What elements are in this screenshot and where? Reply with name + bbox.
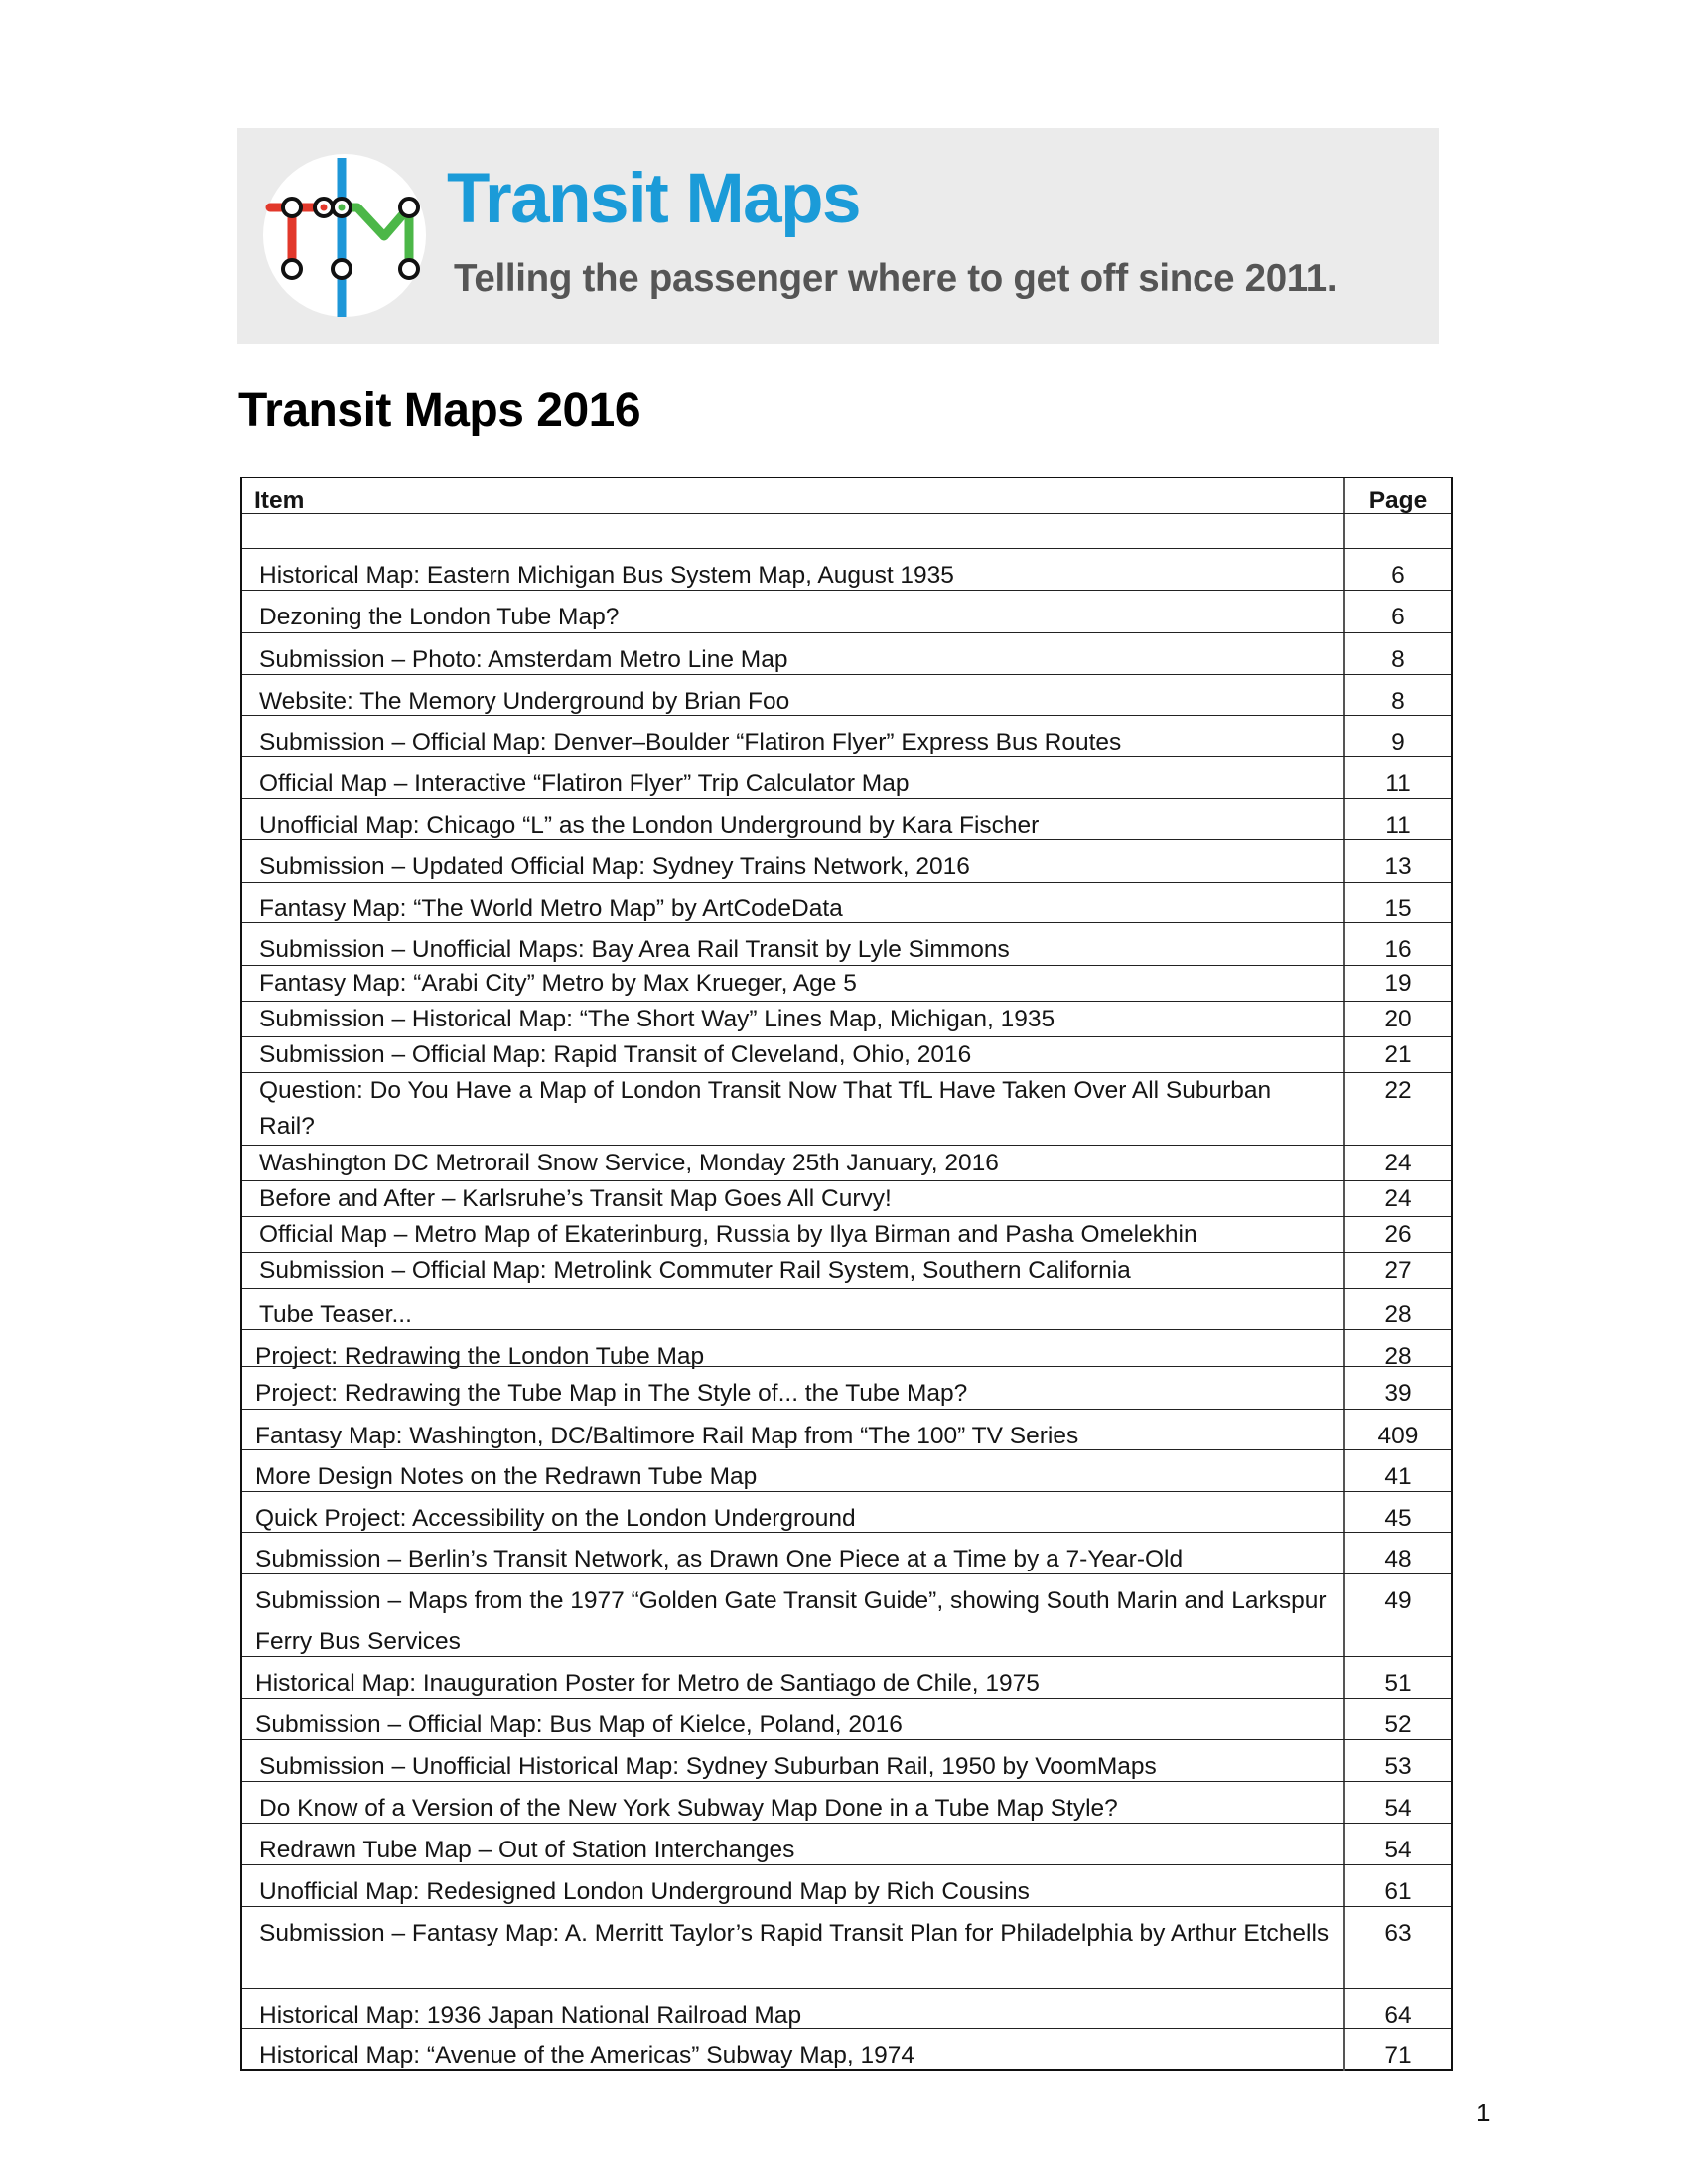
toc-item-title: Submission – Fantasy Map: A. Merritt Taylor’s Rapid Transit Plan for Philadelphia by Arthur Etchells bbox=[259, 1920, 1330, 1947]
toc-item-page: 61 bbox=[1343, 1865, 1451, 1906]
table-row bbox=[242, 1252, 1451, 1288]
toc-item-title bbox=[242, 514, 1342, 548]
table-row bbox=[242, 1864, 1451, 1906]
table-row bbox=[242, 1823, 1451, 1864]
toc-item-page: 53 bbox=[1343, 1740, 1451, 1781]
table-row bbox=[242, 1491, 1451, 1532]
toc-item-title: Official Map – Interactive “Flatiron Flyer” Trip Calculator Map bbox=[259, 770, 910, 797]
toc-item-page: 13 bbox=[1343, 840, 1451, 882]
toc-item-page: 15 bbox=[1343, 883, 1451, 922]
toc-item-page: 11 bbox=[1343, 799, 1451, 839]
table-row bbox=[242, 756, 1451, 798]
column-header-item: Item bbox=[254, 487, 305, 514]
toc-item-title: Submission – Official Map: Rapid Transit of Cleveland, Ohio, 2016 bbox=[259, 1041, 972, 1068]
toc-item-page: 8 bbox=[1343, 675, 1451, 715]
toc-item-page: 22 bbox=[1343, 1073, 1451, 1145]
toc-item-title: Unofficial Map: Redesigned London Underground Map by Rich Cousins bbox=[259, 1878, 1030, 1905]
table-row bbox=[242, 1532, 1451, 1573]
toc-item-title: Submission – Official Map: Denver–Boulder “Flatiron Flyer” Express Bus Routes bbox=[259, 729, 1122, 755]
toc-item-page: 16 bbox=[1343, 923, 1451, 965]
toc-item-title: Website: The Memory Underground by Brian Foo bbox=[259, 688, 790, 715]
table-row bbox=[242, 1573, 1451, 1656]
toc-item-title: Fantasy Map: “The World Metro Map” by ArtCodeData bbox=[259, 895, 843, 922]
toc-item-title: Historical Map: “Avenue of the Americas” Subway Map, 1974 bbox=[259, 2042, 915, 2069]
table-row bbox=[242, 632, 1451, 674]
table-row bbox=[242, 1329, 1451, 1370]
table-row bbox=[242, 2028, 1451, 2071]
toc-item-page: 24 bbox=[1343, 1146, 1451, 1180]
table-row bbox=[242, 1072, 1451, 1145]
toc-item-page: 51 bbox=[1343, 1657, 1451, 1698]
table-header-row bbox=[242, 478, 1451, 515]
toc-item-title: Quick Project: Accessibility on the London Underground bbox=[255, 1505, 856, 1532]
table-row bbox=[242, 965, 1451, 1001]
table-row bbox=[242, 715, 1451, 756]
table-row bbox=[242, 839, 1451, 882]
toc-item-title: Submission – Historical Map: “The Short Way” Lines Map, Michigan, 1935 bbox=[259, 1006, 1055, 1032]
toc-item-page: 54 bbox=[1343, 1824, 1451, 1864]
table-row bbox=[242, 513, 1451, 548]
table-row bbox=[242, 1145, 1451, 1180]
toc-item-page: 409 bbox=[1343, 1410, 1451, 1449]
toc-item-title: Historical Map: Inauguration Poster for Metro de Santiago de Chile, 1975 bbox=[255, 1670, 1040, 1697]
table-row bbox=[242, 1906, 1451, 1988]
toc-item-title: Submission – Unofficial Maps: Bay Area Rail Transit by Lyle Simmons bbox=[259, 936, 1010, 963]
toc-item-page: 24 bbox=[1343, 1181, 1451, 1216]
toc-item-page: 20 bbox=[1343, 1002, 1451, 1036]
toc-item-page: 52 bbox=[1343, 1699, 1451, 1739]
toc-item-title: Dezoning the London Tube Map? bbox=[259, 604, 620, 630]
table-row bbox=[242, 674, 1451, 715]
toc-item-title: Historical Map: Eastern Michigan Bus System Map, August 1935 bbox=[259, 562, 954, 589]
toc-item-page: 41 bbox=[1343, 1450, 1451, 1491]
toc-item-page: 48 bbox=[1343, 1533, 1451, 1573]
table-row bbox=[242, 1288, 1451, 1329]
toc-item-title: Submission – Maps from the 1977 “Golden Gate Transit Guide”, showing South Marin and Larkspur Ferry Bus Services bbox=[255, 1587, 1327, 1655]
toc-item-title: Submission – Official Map: Bus Map of Kielce, Poland, 2016 bbox=[255, 1711, 903, 1738]
toc-item-page bbox=[1343, 514, 1451, 548]
table-row bbox=[242, 1036, 1451, 1072]
table-row bbox=[242, 1698, 1451, 1739]
toc-item-page: 19 bbox=[1343, 966, 1451, 1001]
toc-item-title: Redrawn Tube Map – Out of Station Interchanges bbox=[259, 1837, 795, 1863]
column-header-page: Page bbox=[1343, 478, 1451, 515]
toc-item-page: 54 bbox=[1343, 1782, 1451, 1823]
toc-item-title: Fantasy Map: Washington, DC/Baltimore Rail Map from “The 100” TV Series bbox=[255, 1423, 1079, 1449]
toc-item-title: Submission – Unofficial Historical Map: Sydney Suburban Rail, 1950 by VoomMaps bbox=[259, 1753, 1157, 1780]
toc-item-title: Tube Teaser... bbox=[259, 1301, 412, 1328]
toc-item-title: Official Map – Metro Map of Ekaterinburg, Russia by Ilya Birman and Pasha Omelekhin bbox=[259, 1221, 1197, 1248]
table-row bbox=[242, 1781, 1451, 1823]
toc-item-page: 21 bbox=[1343, 1037, 1451, 1072]
transit-maps-logo-icon bbox=[262, 153, 427, 318]
brand-title: Transit Maps bbox=[447, 160, 861, 238]
toc-item-page: 45 bbox=[1343, 1492, 1451, 1532]
toc-item-page: 6 bbox=[1343, 549, 1451, 590]
toc-item-title: Before and After – Karlsruhe’s Transit Map Goes All Curvy! bbox=[259, 1185, 892, 1212]
toc-item-page: 26 bbox=[1343, 1217, 1451, 1252]
toc-item-title: Project: Redrawing the London Tube Map bbox=[255, 1343, 705, 1370]
toc-item-page: 8 bbox=[1343, 633, 1451, 674]
toc-item-title: Submission – Updated Official Map: Sydney Trains Network, 2016 bbox=[259, 853, 970, 880]
toc-item-title: Historical Map: 1936 Japan National Railroad Map bbox=[259, 2002, 802, 2029]
table-row bbox=[242, 590, 1451, 632]
toc-item-title: Submission – Photo: Amsterdam Metro Line Map bbox=[259, 646, 788, 673]
table-row bbox=[242, 922, 1451, 965]
toc-item-page: 28 bbox=[1343, 1289, 1451, 1329]
page-number: 1 bbox=[1477, 2098, 1491, 2127]
toc-item-title: Do Know of a Version of the New York Subway Map Done in a Tube Map Style? bbox=[259, 1795, 1118, 1822]
table-row bbox=[242, 798, 1451, 839]
toc-item-page: 6 bbox=[1343, 591, 1451, 632]
toc-item-page: 27 bbox=[1343, 1253, 1451, 1288]
table-row bbox=[242, 1739, 1451, 1781]
toc-item-page: 63 bbox=[1343, 1907, 1451, 1988]
toc-item-page: 9 bbox=[1343, 716, 1451, 756]
brand-tagline: Telling the passenger where to get off since 2011. bbox=[454, 257, 1337, 300]
document-title: Transit Maps 2016 bbox=[238, 384, 641, 437]
toc-item-page: 39 bbox=[1343, 1367, 1451, 1409]
table-row bbox=[242, 1656, 1451, 1698]
toc-item-page: 49 bbox=[1343, 1574, 1451, 1656]
table-row bbox=[242, 1409, 1451, 1449]
toc-item-title: Submission – Berlin’s Transit Network, as Drawn One Piece at a Time by a 7-Year-Old bbox=[255, 1546, 1184, 1572]
toc-item-page: 28 bbox=[1343, 1330, 1451, 1366]
table-row bbox=[242, 1449, 1451, 1491]
toc-item-title: Submission – Official Map: Metrolink Commuter Rail System, Southern California bbox=[259, 1257, 1131, 1284]
table-row bbox=[242, 882, 1451, 922]
toc-item-page: 71 bbox=[1343, 2029, 1451, 2071]
toc-item-page: 64 bbox=[1343, 1989, 1451, 2028]
table-row bbox=[242, 1001, 1451, 1036]
toc-item-title: Fantasy Map: “Arabi City” Metro by Max Krueger, Age 5 bbox=[259, 970, 857, 997]
table-row bbox=[242, 1180, 1451, 1216]
table-row bbox=[242, 1988, 1451, 2028]
toc-item-title: Unofficial Map: Chicago “L” as the London Underground by Kara Fischer bbox=[259, 812, 1040, 839]
toc-item-title: Washington DC Metrorail Snow Service, Monday 25th January, 2016 bbox=[259, 1150, 999, 1176]
toc-item-page: 11 bbox=[1343, 757, 1451, 798]
table-row bbox=[242, 1366, 1451, 1409]
table-of-contents bbox=[240, 477, 1453, 2071]
toc-item-title: More Design Notes on the Redrawn Tube Map bbox=[255, 1463, 758, 1490]
table-row bbox=[242, 1216, 1451, 1252]
toc-item-title: Question: Do You Have a Map of London Transit Now That TfL Have Taken Over All Suburban Rail? bbox=[259, 1077, 1272, 1140]
toc-item-title: Project: Redrawing the Tube Map in The Style of... the Tube Map? bbox=[255, 1380, 968, 1407]
table-row bbox=[242, 548, 1451, 590]
